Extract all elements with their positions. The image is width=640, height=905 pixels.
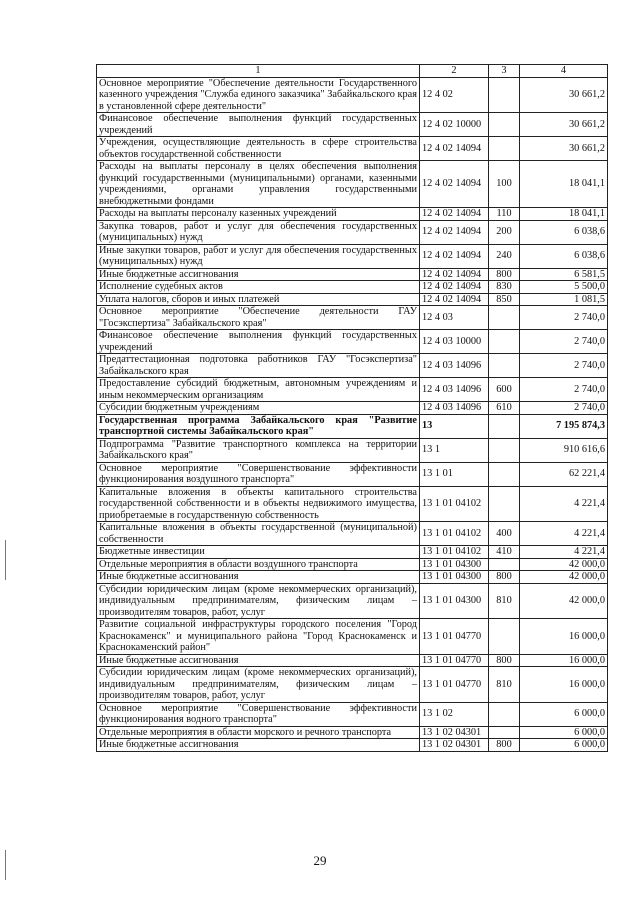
- row-expense-type: 200: [489, 220, 520, 244]
- row-expense-type: [489, 619, 520, 655]
- column-header-3: 3: [489, 65, 520, 78]
- row-expense-type: 240: [489, 244, 520, 268]
- row-amount: 30 661,2: [520, 137, 608, 161]
- row-amount: 18 041,1: [520, 161, 608, 208]
- row-expense-type: 600: [489, 378, 520, 402]
- row-code: 12 4 03 14096: [420, 402, 489, 415]
- table-row: [97, 354, 608, 378]
- table-row: [97, 378, 608, 402]
- table-row: [97, 220, 608, 244]
- table-body: [97, 77, 608, 751]
- table-row: [97, 268, 608, 281]
- row-amount: 5 500,0: [520, 281, 608, 294]
- table-row: [97, 281, 608, 294]
- row-name: Иные бюджетные ассигнования: [97, 654, 420, 667]
- row-code: 13 1 02: [420, 702, 489, 726]
- row-amount: 6 581,5: [520, 268, 608, 281]
- row-amount: 16 000,0: [520, 654, 608, 667]
- table-row: [97, 619, 608, 655]
- row-amount: 2 740,0: [520, 402, 608, 415]
- column-header-4: 4: [520, 65, 608, 78]
- row-amount: 6 000,0: [520, 739, 608, 752]
- row-expense-type: 610: [489, 402, 520, 415]
- row-expense-type: [489, 306, 520, 330]
- row-name: Основное мероприятие "Совершенствование эффективности функционирования воздушного транспорта": [97, 462, 420, 486]
- row-expense-type: [489, 702, 520, 726]
- row-name: Исполнение судебных актов: [97, 281, 420, 294]
- row-expense-type: 800: [489, 739, 520, 752]
- row-expense-type: [489, 558, 520, 571]
- row-amount: 4 221,4: [520, 522, 608, 546]
- row-code: 13 1 01 04102: [420, 546, 489, 559]
- table-row: [97, 571, 608, 584]
- row-amount: 30 661,2: [520, 113, 608, 137]
- row-expense-type: [489, 137, 520, 161]
- row-code: 13 1 01 04102: [420, 486, 489, 522]
- column-header-2: 2: [420, 65, 489, 78]
- row-code: 12 4 02 14094: [420, 268, 489, 281]
- row-amount: 1 081,5: [520, 293, 608, 306]
- row-code: 12 4 02 10000: [420, 113, 489, 137]
- table-row: [97, 438, 608, 462]
- row-name: Основное мероприятие "Обеспечение деятельности Государственного казенного учреждения "Служба единого заказчика" Забайкальского края в установленной сфере деятельности": [97, 77, 420, 113]
- row-expense-type: [489, 77, 520, 113]
- row-amount: 6 038,6: [520, 244, 608, 268]
- row-amount: 42 000,0: [520, 571, 608, 584]
- table-header-row: [97, 65, 608, 78]
- row-name: Капитальные вложения в объекты капитального строительства государственной собственности и в объекты недвижимого имущества, приобретаемые в государственную собственность: [97, 486, 420, 522]
- row-name: Основное мероприятие "Совершенствование эффективности функционирования водного транспорта": [97, 702, 420, 726]
- row-expense-type: 850: [489, 293, 520, 306]
- row-code: 12 4 03: [420, 306, 489, 330]
- row-name: Развитие социальной инфраструктуры городского поселения "Город Краснокаменск" и муниципального района "Город Краснокаменск и Краснокаменский район": [97, 619, 420, 655]
- row-amount: 42 000,0: [520, 558, 608, 571]
- row-code: 12 4 02 14094: [420, 137, 489, 161]
- row-amount: 6 038,6: [520, 220, 608, 244]
- row-code: 13: [420, 414, 489, 438]
- row-name: Государственная программа Забайкальского края "Развитие транспортной системы Забайкальского края": [97, 414, 420, 438]
- row-code: 13 1 01 04102: [420, 522, 489, 546]
- row-code: 12 4 02: [420, 77, 489, 113]
- row-name: Субсидии бюджетным учреждениям: [97, 402, 420, 415]
- row-name: Бюджетные инвестиции: [97, 546, 420, 559]
- row-name: Основное мероприятие "Обеспечение деятельности ГАУ "Госэкспертиза" Забайкальского края": [97, 306, 420, 330]
- row-code: 13 1 02 04301: [420, 726, 489, 739]
- scan-edge-mark: [5, 850, 6, 880]
- row-name: Иные бюджетные ассигнования: [97, 571, 420, 584]
- row-expense-type: [489, 330, 520, 354]
- row-code: 12 4 03 14096: [420, 378, 489, 402]
- table-row: [97, 244, 608, 268]
- row-amount: 2 740,0: [520, 378, 608, 402]
- row-expense-type: [489, 726, 520, 739]
- row-amount: 16 000,0: [520, 619, 608, 655]
- row-name: Иные бюджетные ассигнования: [97, 739, 420, 752]
- table-row: [97, 161, 608, 208]
- row-code: 13 1 02 04301: [420, 739, 489, 752]
- table-row: [97, 402, 608, 415]
- row-amount: 62 221,4: [520, 462, 608, 486]
- table-row: [97, 558, 608, 571]
- row-code: 13 1 01 04770: [420, 619, 489, 655]
- row-amount: 6 000,0: [520, 726, 608, 739]
- row-expense-type: 810: [489, 583, 520, 619]
- table-row: [97, 208, 608, 221]
- row-code: 13 1 01 04770: [420, 654, 489, 667]
- budget-table: [96, 64, 608, 752]
- row-amount: 4 221,4: [520, 546, 608, 559]
- table-row: [97, 77, 608, 113]
- row-name: Субсидии юридическим лицам (кроме некоммерческих организаций), индивидуальным предпринимателям, физическим лицам – производителям товаров, работ, услуг: [97, 667, 420, 703]
- row-amount: 910 616,6: [520, 438, 608, 462]
- table-row: [97, 137, 608, 161]
- row-amount: 16 000,0: [520, 667, 608, 703]
- row-name: Капитальные вложения в объекты государственной (муниципальной) собственности: [97, 522, 420, 546]
- row-name: Расходы на выплаты персоналу в целях обеспечения выполнения функций государственными (муниципальными) органами, казенными учреждениями, органами управления государственными внебюджетными фондами: [97, 161, 420, 208]
- row-code: 13 1 01 04770: [420, 667, 489, 703]
- table-row: [97, 414, 608, 438]
- row-name: Отдельные мероприятия в области воздушного транспорта: [97, 558, 420, 571]
- scan-edge-mark: [5, 540, 6, 580]
- table-row: [97, 726, 608, 739]
- row-code: 12 4 02 14094: [420, 244, 489, 268]
- table-row: [97, 486, 608, 522]
- row-expense-type: [489, 113, 520, 137]
- row-expense-type: 110: [489, 208, 520, 221]
- row-amount: 7 195 874,3: [520, 414, 608, 438]
- table-row: [97, 654, 608, 667]
- row-name: Отдельные мероприятия в области морского и речного транспорта: [97, 726, 420, 739]
- table-row: [97, 306, 608, 330]
- row-expense-type: [489, 354, 520, 378]
- row-amount: 2 740,0: [520, 354, 608, 378]
- row-name: Финансовое обеспечение выполнения функций государственных учреждений: [97, 113, 420, 137]
- row-code: 12 4 03 14096: [420, 354, 489, 378]
- row-code: 12 4 02 14094: [420, 161, 489, 208]
- table-row: [97, 667, 608, 703]
- row-amount: 2 740,0: [520, 306, 608, 330]
- column-header-1: 1: [97, 65, 420, 78]
- row-expense-type: 800: [489, 654, 520, 667]
- row-expense-type: 800: [489, 571, 520, 584]
- row-code: 13 1 01 04300: [420, 558, 489, 571]
- row-name: Субсидии юридическим лицам (кроме некоммерческих организаций), индивидуальным предпринимателям, физическим лицам – производителям товаров, работ, услуг: [97, 583, 420, 619]
- table-row: [97, 739, 608, 752]
- table-row: [97, 702, 608, 726]
- row-expense-type: [489, 486, 520, 522]
- page-number: 29: [313, 853, 327, 868]
- table-row: [97, 546, 608, 559]
- row-name: Предоставление субсидий бюджетным, автономным учреждениям и иным некоммерческим организациям: [97, 378, 420, 402]
- row-code: 13 1 01 04300: [420, 583, 489, 619]
- row-code: 12 4 03 10000: [420, 330, 489, 354]
- table-row: [97, 330, 608, 354]
- row-expense-type: 410: [489, 546, 520, 559]
- row-name: Иные бюджетные ассигнования: [97, 268, 420, 281]
- row-expense-type: 100: [489, 161, 520, 208]
- row-expense-type: [489, 438, 520, 462]
- row-amount: 2 740,0: [520, 330, 608, 354]
- row-amount: 18 041,1: [520, 208, 608, 221]
- row-amount: 6 000,0: [520, 702, 608, 726]
- row-code: 12 4 02 14094: [420, 208, 489, 221]
- row-amount: 42 000,0: [520, 583, 608, 619]
- row-code: 12 4 02 14094: [420, 293, 489, 306]
- table-row: [97, 522, 608, 546]
- row-code: 13 1 01 04300: [420, 571, 489, 584]
- table-row: [97, 462, 608, 486]
- row-expense-type: [489, 414, 520, 438]
- row-name: Учреждения, осуществляющие деятельность в сфере строительства объектов государственной собственности: [97, 137, 420, 161]
- row-name: Расходы на выплаты персоналу казенных учреждений: [97, 208, 420, 221]
- row-amount: 4 221,4: [520, 486, 608, 522]
- row-expense-type: 800: [489, 268, 520, 281]
- row-expense-type: 400: [489, 522, 520, 546]
- row-code: 13 1 01: [420, 462, 489, 486]
- row-code: 13 1: [420, 438, 489, 462]
- row-name: Финансовое обеспечение выполнения функций государственных учреждений: [97, 330, 420, 354]
- row-name: Подпрограмма "Развитие транспортного комплекса на территории Забайкальского края": [97, 438, 420, 462]
- row-expense-type: 830: [489, 281, 520, 294]
- row-name: Закупка товаров, работ и услуг для обеспечения государственных (муниципальных) нужд: [97, 220, 420, 244]
- row-expense-type: [489, 462, 520, 486]
- row-name: Иные закупки товаров, работ и услуг для обеспечения государственных (муниципальных) нужд: [97, 244, 420, 268]
- table-row: [97, 583, 608, 619]
- row-amount: 30 661,2: [520, 77, 608, 113]
- table-row: [97, 293, 608, 306]
- row-expense-type: 810: [489, 667, 520, 703]
- row-code: 12 4 02 14094: [420, 281, 489, 294]
- row-name: Предаттестационная подготовка работников ГАУ "Госэкспертиза" Забайкальского края: [97, 354, 420, 378]
- table-row: [97, 113, 608, 137]
- row-code: 12 4 02 14094: [420, 220, 489, 244]
- row-name: Уплата налогов, сборов и иных платежей: [97, 293, 420, 306]
